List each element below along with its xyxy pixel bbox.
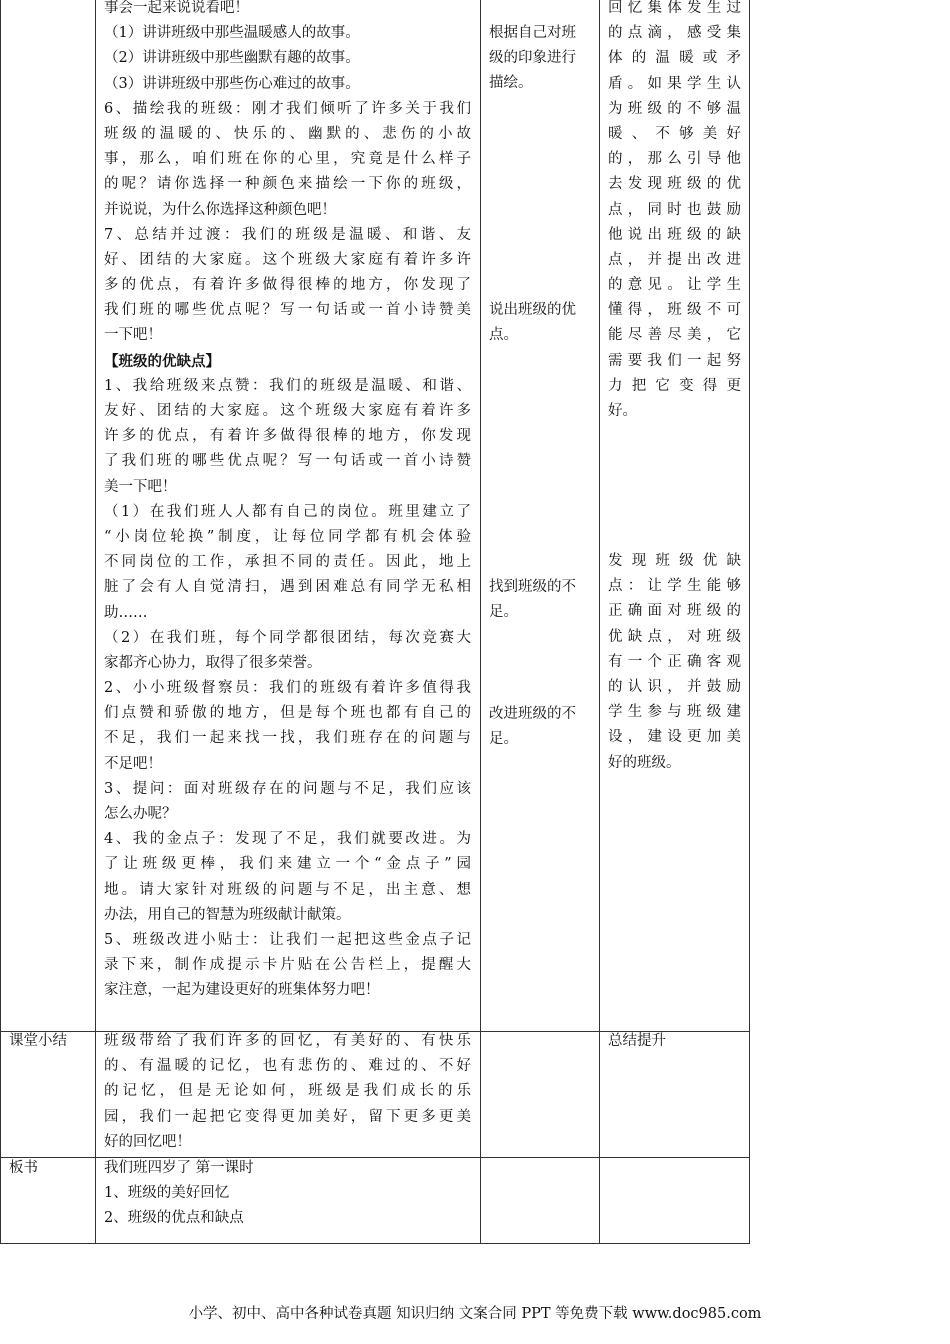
design-intent-2 — [608, 549, 741, 776]
text-line: 班级带给了我们许多的回忆，有美好的、有快乐 — [104, 1033, 471, 1049]
text-line: 盾。如果学生认 — [608, 75, 741, 92]
text-line: 7、总结并过渡：我们的班级是温暖、和谐、友 — [104, 226, 471, 243]
text-line: 不足，我们一起来找一找，我们班存在的问题与 — [104, 730, 471, 747]
text-line: 多的优点，有着许多做得很棒的地方，你发现了 — [104, 277, 471, 294]
text-line: 的认识，并鼓励 — [608, 678, 741, 695]
text-line: 暖、不够美好 — [608, 125, 741, 142]
text-line: 一下吧！ — [104, 327, 162, 344]
text-line: 描绘。 — [489, 75, 533, 92]
summary-content — [104, 1029, 471, 1155]
text-line: 足。 — [489, 731, 518, 748]
text-line: 好的班级。 — [608, 754, 681, 771]
text-line: 改进班级的不 — [489, 706, 576, 722]
text-line: 不同岗位的工作，承担不同的责任。因此，地上 — [104, 554, 471, 571]
text-line: 的呢？请你选择一种颜色来描绘一下你的班级， — [104, 176, 471, 193]
text-line: （2）在我们班，每个同学都很团结，每次竞赛大 — [104, 629, 471, 646]
text-line: 级的印象进行 — [489, 50, 576, 67]
text-line: 我们班的哪些优点呢？写一句话或一首小诗赞美 — [104, 302, 471, 319]
table-divider-3 — [599, 0, 600, 1244]
text-line: 点，并提出改进 — [608, 251, 741, 268]
text-line: 园，我们一起把它变得更加美好，留下更多更美 — [104, 1108, 471, 1125]
text-line: “小岗位轮换”制度，让每位同学都有机会体验 — [104, 528, 471, 545]
text-line: 学生参与班级建 — [608, 704, 741, 721]
text-line: 点：让学生能够 — [608, 578, 741, 595]
text-line: 1、我给班级来点赞：我们的班级是温暖、和谐、 — [104, 377, 471, 394]
text-line: 他说出班级的缺 — [608, 226, 741, 243]
text-line: 有一个正确客观 — [608, 653, 741, 670]
board-content — [104, 1156, 254, 1232]
text-line: 办法，用自己的智慧为班级献计献策。 — [104, 906, 351, 923]
text-line: 找到班级的不 — [489, 579, 576, 595]
student-activity-3 — [489, 575, 576, 625]
text-line: 不足吧！ — [104, 755, 162, 772]
text-line: 3、提问：面对班级存在的问题与不足，我们应该 — [104, 780, 471, 797]
text-line: 说出班级的优 — [489, 302, 576, 318]
text-line: 好、团结的大家庭。这个班级大家庭有着许多许 — [104, 251, 471, 268]
text-line: 体的温暖或矛 — [608, 50, 741, 67]
text-line: 许多的优点，有着许多做得很棒的地方，你发现 — [104, 428, 471, 445]
text-line: （3）讲讲班级中那些伤心难过的故事。 — [104, 75, 360, 92]
text-line: 2、班级的优点和缺点 — [104, 1210, 244, 1227]
text-line: 6、描绘我的班级：刚才我们倾听了许多关于我们 — [104, 100, 471, 117]
text-line: 正确面对班级的 — [608, 603, 741, 620]
text-line: 地。请大家针对班级的问题与不足，出主意、想 — [104, 881, 471, 898]
text-line: 的记忆，但是无论如何，班级是我们成长的乐 — [104, 1083, 471, 1100]
text-line: 家都齐心协力，取得了很多荣誉。 — [104, 654, 322, 671]
text-line: 5、班级改进小贴士：让我们一起把这些金点子记 — [104, 931, 471, 948]
text-line: 事，那么，咱们班在你的心里，究竟是什么样子 — [104, 151, 471, 168]
teaching-content — [104, 0, 471, 1004]
text-line: 的意见。让学生 — [608, 277, 741, 294]
text-line: 力把它变得更 — [608, 377, 741, 394]
text-line: 录下来，制作成提示卡片贴在公告栏上，提醒大 — [104, 957, 471, 974]
text-line: 好的回忆吧！ — [104, 1133, 191, 1150]
design-intent-1 — [608, 0, 741, 424]
text-line: （1）讲讲班级中那些温暖感人的故事。 — [104, 25, 360, 42]
text-line: 助…… — [104, 604, 148, 621]
student-activity-4 — [489, 702, 576, 752]
text-line: 了我们班的哪些优点呢？写一句话或一首小诗赞 — [104, 453, 471, 470]
text-line: 们点赞和骄傲的地方，但是每个班也都有自己的 — [104, 705, 471, 722]
text-line: 设，建设更加美 — [608, 729, 741, 746]
text-line: 4、我的金点子：发现了不足，我们就要改进。为 — [104, 831, 471, 848]
text-line: 能尽善尽美，它 — [608, 327, 741, 344]
text-line: 并说说，为什么你选择这种颜色吧！ — [104, 201, 336, 218]
text-line: 2、小小班级督察员：我们的班级有着许多值得我 — [104, 680, 471, 697]
summary-intent: 总结提升 — [608, 1033, 666, 1049]
text-line: 点。 — [489, 327, 518, 344]
table-border-bottom — [0, 1243, 750, 1244]
text-line: （1）在我们班人人都有自己的岗位。班里建立了 — [104, 503, 471, 520]
text-line: 懂得，班级不可 — [608, 302, 741, 319]
text-line: 班级的温暖的、快乐的、幽默的、悲伤的小故 — [104, 125, 471, 142]
text-line: 发现班级优缺 — [608, 553, 741, 569]
text-line: 家注意，一起为建设更好的班集体努力吧！ — [104, 982, 380, 999]
summary-label: 课堂小结 — [9, 1033, 67, 1049]
text-line: 回忆集体发生过 — [608, 0, 741, 16]
text-line: 1、班级的美好回忆 — [104, 1185, 230, 1202]
footer-text: 小学、初中、高中各种试卷真题 知识归纳 文案合同 PPT 等免费下载 www.doc985.com — [188, 1306, 762, 1322]
section-heading: 【班级的优缺点】 — [104, 352, 220, 370]
text-line: （2）讲讲班级中那些幽默有趣的故事。 — [104, 50, 360, 67]
text-line: 美一下吧！ — [104, 478, 177, 495]
table-border-left — [0, 0, 1, 1244]
text-line: 怎么办呢？ — [104, 806, 177, 822]
text-line: 我们班四岁了 第一课时 — [104, 1160, 254, 1176]
text-line: 优缺点，对班级 — [608, 628, 741, 645]
table-divider-2 — [480, 0, 481, 1244]
text-line: 去发现班级的优 — [608, 176, 741, 193]
table-border-right — [749, 0, 750, 1244]
text-line: 足。 — [489, 604, 518, 621]
text-line: 需要我们一起努 — [608, 352, 741, 369]
text-line: 友好、团结的大家庭。这个班级大家庭有着许多 — [104, 403, 471, 419]
text-line: 了让班级更棒，我们来建立一个“金点子”园 — [104, 856, 471, 873]
text-line: 脏了会有人自觉清扫，遇到困难总有同学无私相 — [104, 579, 471, 596]
board-label: 板书 — [9, 1160, 38, 1176]
text-line: 为班级的不够温 — [608, 100, 741, 117]
text-line: 点，同时也鼓励 — [608, 201, 741, 218]
table-divider-1 — [95, 0, 96, 1244]
text-line: 的，那么引导他 — [608, 151, 741, 168]
text-line: 根据自己对班 — [489, 25, 576, 41]
text-line: 的点滴，感受集 — [608, 25, 741, 42]
student-activity-2 — [489, 298, 576, 348]
text-line: 事会一起来说说看吧！ — [104, 0, 249, 16]
text-line: 好。 — [608, 403, 637, 419]
text-line: 的、有温暖的记忆，也有悲伤的、难过的、不好 — [104, 1058, 471, 1075]
student-activity-1 — [489, 21, 576, 97]
